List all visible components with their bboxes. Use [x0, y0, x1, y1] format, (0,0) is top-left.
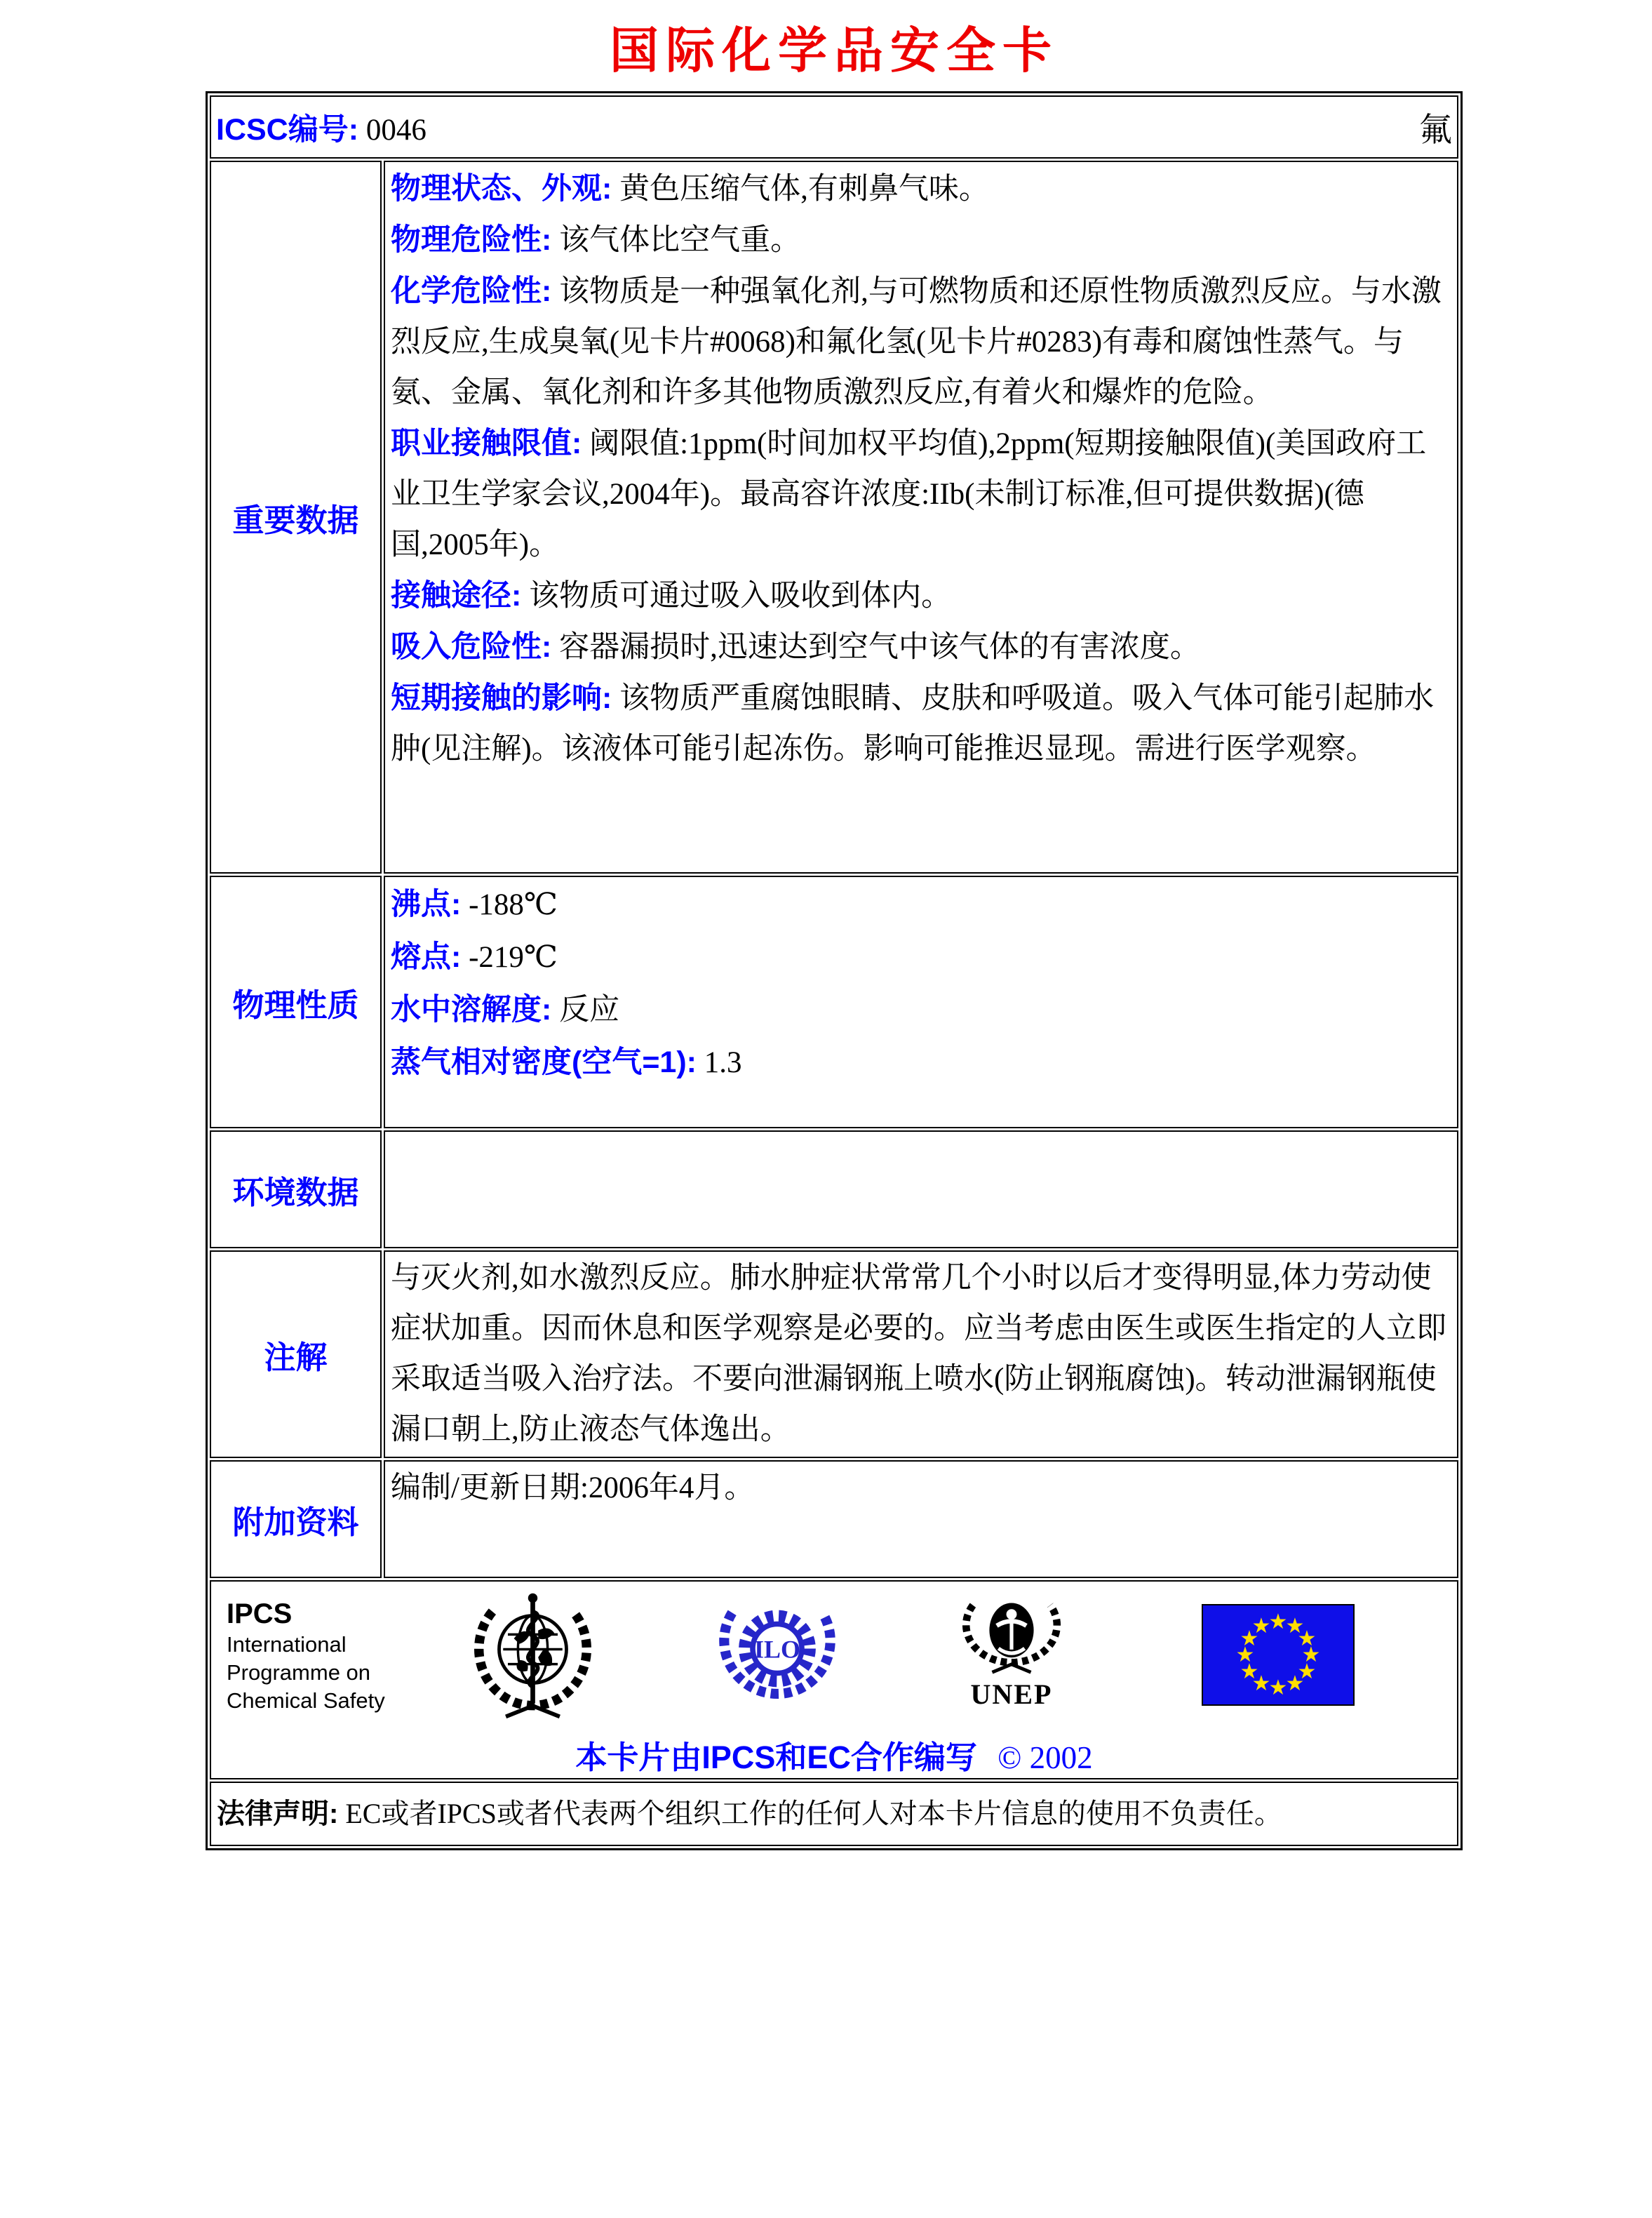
legal-label: 法律声明: [217, 1798, 339, 1829]
item-text: -188℃ [469, 888, 558, 921]
item-text: -219℃ [469, 941, 558, 974]
svg-text:★: ★ [1251, 1671, 1271, 1696]
section-content-additional-info: 编制/更新日期:2006年4月。 [384, 1460, 1458, 1578]
section-label-important-data: 重要数据 [210, 161, 382, 874]
icsc-card [206, 91, 1463, 1850]
who-emblem-svg [468, 1590, 598, 1725]
section-content-environmental-data [384, 1130, 1458, 1248]
svg-text:★: ★ [1297, 1659, 1317, 1684]
section-label-environmental-data: 环境数据 [210, 1130, 382, 1248]
svg-text:★: ★ [1301, 1643, 1321, 1667]
important-data-item [391, 215, 1450, 266]
item-label: 接触途径: [391, 579, 522, 613]
item-label: 化学危险性: [391, 274, 552, 308]
important-data-item [391, 570, 1450, 622]
icsc-table [206, 91, 1463, 1850]
item-text: 该物质是一种强氧化剂,与可燃物质和还原性物质激烈反应。与水激烈反应,生成臭氧(见卡片#0068)和氟化氢(见卡片#0283)有毒和腐蚀性蒸气。与氨、金属、氧化剂和许多其他物质激烈反应,有着火和爆炸的危险。 [391, 275, 1442, 409]
ipcs-text-block [227, 1597, 385, 1715]
page-title: 国际化学品安全卡 [610, 23, 1059, 78]
item-text: 该物质严重腐蚀眼睛、皮肤和呼吸道。吸入气体可能引起肺水肿(见注解)。该液体可能引起冻伤。影响可能推迟显现。需进行医学观察。 [391, 682, 1435, 766]
ipcs-line: Programme on [227, 1660, 371, 1685]
svg-text:★: ★ [1285, 1671, 1305, 1696]
svg-text:★: ★ [1268, 1676, 1288, 1700]
item-label: 物理状态、外观: [391, 172, 612, 206]
physical-property-item [391, 878, 1450, 931]
eu-flag-svg [1202, 1604, 1355, 1706]
physical-property-item [391, 1036, 1450, 1089]
cooperation-caption [211, 1732, 1457, 1777]
ilo-emblem-svg [711, 1593, 844, 1716]
svg-text:★: ★ [1240, 1659, 1259, 1684]
item-text: 1.3 [704, 1046, 742, 1079]
ilo-logo-icon [711, 1593, 844, 1720]
section-content-important-data [384, 161, 1458, 874]
item-label: 沸点: [391, 888, 462, 921]
physical-property-item [391, 984, 1450, 1036]
item-label: 物理危险性: [391, 223, 552, 257]
item-label: 熔点: [391, 940, 462, 974]
item-text: 该物质可通过吸入吸收到体内。 [529, 580, 952, 613]
unep-emblem-svg [955, 1591, 1068, 1677]
icsc-number-value: 0046 [365, 113, 427, 147]
icsc-number-label: ICSC编号: [216, 112, 359, 147]
item-text: 反应 [559, 994, 620, 1027]
svg-text:★: ★ [1297, 1626, 1317, 1651]
section-label-additional-info: 附加资料 [210, 1460, 382, 1578]
item-label: 吸入危险性: [391, 630, 552, 664]
item-label: 短期接触的影响: [391, 681, 612, 715]
physical-property-item [391, 931, 1450, 984]
ipcs-line: Chemical Safety [227, 1688, 385, 1713]
important-data-item [391, 266, 1450, 418]
caption-text: 本卡片由IPCS和EC合作编写 [575, 1739, 977, 1775]
section-label-physical-properties: 物理性质 [210, 876, 382, 1128]
svg-text:★: ★ [1240, 1626, 1259, 1651]
legal-text: EC或者IPCS或者代表两个组织工作的任何人对本卡片信息的使用不负责任。 [345, 1798, 1282, 1829]
item-text: 黄色压缩气体,有刺鼻气味。 [619, 173, 989, 206]
svg-text:★: ★ [1251, 1614, 1271, 1638]
important-data-item [391, 418, 1450, 570]
logos-row-cell [210, 1580, 1458, 1779]
section-content-notes: 与灭火剂,如水激烈反应。肺水肿症状常常几个小时以后才变得明显,体力劳动使症状加重。因而休息和医学观察是必要的。应当考虑由医生或医生指定的人立即采取适当吸入治疗法。不要向泄漏钢瓶上喷水(防止钢瓶腐蚀)。转动泄漏钢瓶使漏口朝上,防止液态气体逸出。 [384, 1250, 1458, 1458]
icsc-number-group [216, 106, 427, 149]
ilo-monogram: ILO [754, 1635, 800, 1664]
important-data-item [391, 673, 1450, 775]
svg-text:★: ★ [1268, 1610, 1288, 1634]
eu-flag-icon [1202, 1604, 1355, 1709]
header-row-cell [210, 95, 1458, 159]
item-text: 容器漏损时,迅速达到空气中该气体的有害浓度。 [559, 631, 1200, 664]
section-label-notes: 注解 [210, 1250, 382, 1458]
important-data-item [391, 622, 1450, 673]
svg-text:★: ★ [1285, 1614, 1305, 1638]
substance-name: 氟 [1419, 112, 1452, 149]
item-label: 水中溶解度: [391, 993, 552, 1027]
item-label: 职业接触限值: [391, 427, 582, 460]
legal-row-cell [210, 1782, 1458, 1846]
who-logo-icon [468, 1590, 598, 1728]
svg-text:★: ★ [1235, 1643, 1255, 1667]
copyright-text: © 2002 [998, 1740, 1093, 1775]
important-data-item [391, 163, 1450, 215]
ipcs-title: IPCS [227, 1598, 293, 1629]
ipcs-line: International [227, 1632, 347, 1657]
item-label: 蒸气相对密度(空气=1): [391, 1045, 697, 1079]
unep-wordmark: UNEP [970, 1678, 1053, 1710]
item-text: 阈限值:1ppm(时间加权平均值),2ppm(短期接触限值)(美国政府工业卫生学家会议,2004年)。最高容许浓度:IIb(未制订标准,但可提供数据)(德国,2005年)。 [391, 427, 1427, 561]
unep-logo-icon [955, 1591, 1068, 1709]
section-content-physical-properties [384, 876, 1458, 1128]
item-text: 该气体比空气重。 [559, 224, 801, 257]
